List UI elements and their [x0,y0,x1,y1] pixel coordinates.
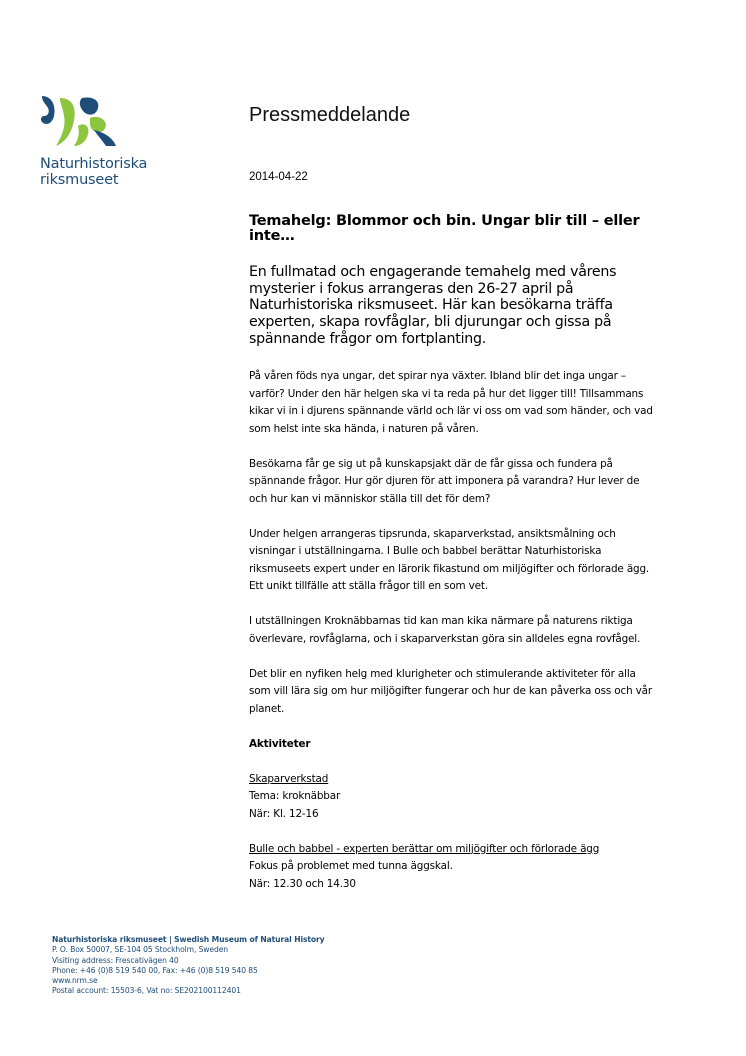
article-body [249,368,659,911]
footer-address: P. O. Box 50007, SE-104 05 Stockholm, Sweden [52,945,228,955]
activity-detail: När: Kl. 12-16 [249,807,319,820]
body-paragraph: Besökarna får ge sig ut på kunskapsjakt där de får gissa och fundera på spännande frågor. Hur gör djuren för att imponera på varandra? Hur lever de och hur kan vi människor ställa till det för dem? [249,457,640,505]
activity-item [249,841,659,894]
footer-postal-account: Postal account: 15503-6, Vat no: SE202100112401 [52,986,241,996]
document-type-heading: Pressmeddelande [249,104,411,126]
activity-title: Skaparverkstad [249,772,329,785]
logo-line-2: riksmuseet [40,172,119,188]
museum-logo [40,96,160,188]
activity-detail: Tema: kroknäbbar [249,790,341,802]
logo-line-1: Naturhistoriska [40,156,148,172]
activity-detail: Fokus på problemet med tunna äggskal. [249,860,453,872]
footer-organization: Naturhistoriska riksmuseet | Swedish Museum of Natural History [52,935,325,944]
footer-website: www.nrm.se [52,976,98,986]
body-paragraph: I utställningen Kroknäbbarnas tid kan man kika närmare på naturens riktiga överlevare, rovfåglarna, och i skaparverkstan göra sin alldeles egna rovfågel. [249,615,641,645]
museum-logo-mark [40,96,118,148]
press-release-title: Temahelg: Blommor och bin. Ungar blir till – eller inte… [249,213,640,244]
lead-paragraph: En fullmatad och engagerande temahelg med vårens mysterier i fokus arrangeras den 26-27 april på Naturhistoriska riksmuseet. Här kan besökarna träffa experten, skapa rovfåglar, bli djurungar och gissa på spännande frågor om fortplanting. [249,264,617,347]
footer-phone: Phone: +46 (0)8 519 540 00, Fax: +46 (0)8 519 540 85 [52,965,258,975]
museum-logo-text [40,156,160,188]
activity-detail: När: 12.30 och 14.30 [249,877,356,890]
body-paragraph: Det blir en nyfiken helg med klurigheter och stimulerande aktiviteter för alla som vill lära sig om hur miljögifter fungerar och hur de kan påverka oss och vår planet. [249,667,653,715]
activity-title: Bulle och babbel - experten berättar om miljögifter och förlorade ägg [249,842,600,855]
body-paragraph: På våren föds nya ungar, det spirar nya växter. Ibland blir det inga ungar – varför? Under den här helgen ska vi ta reda på hur det ligger till! Tillsammans kikar vi in i djurens spännande värld och lär vi oss om vad som händer, och vad som helst inte ska hända, i naturen på våren. [249,370,653,435]
footer-visiting-address: Visiting address: Frescativägen 40 [52,955,179,965]
page-footer [52,935,325,997]
activity-item [249,771,659,824]
activities-heading: Aktiviteter [249,737,311,750]
body-paragraph: Under helgen arrangeras tipsrunda, skaparverkstad, ansiktsmålning och visningar i utställningarna. I Bulle och babbel berättar Naturhistoriska riksmuseets expert under en lärorik fikastund om miljögifter och förlorade ägg. Ett unikt tillfälle att ställa frågor till en som vet. [249,527,650,592]
release-date: 2014-04-22 [249,171,308,183]
